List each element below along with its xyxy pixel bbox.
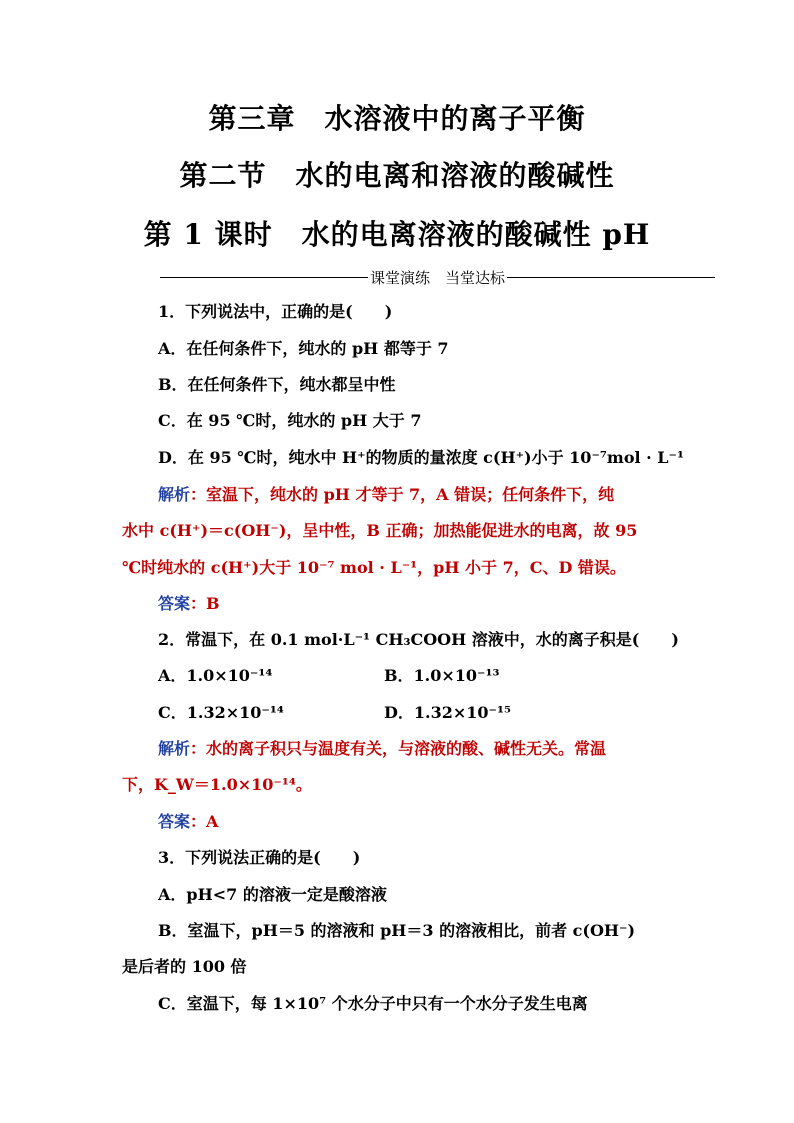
q1-analysis-line-3: ℃时纯水的 c(H⁺)大于 10⁻⁷ mol · L⁻¹，pH 小于 7，C、D 错误。 — [122, 558, 626, 577]
section-divider — [160, 266, 715, 288]
divider-line-right — [507, 277, 715, 278]
q1-analysis-line-1: 解析：室温下，纯水的 pH 才等于 7，A 错误；任何条件下，纯 — [158, 485, 615, 504]
lesson-title: 第 1 课时 水的电离溶液的酸碱性 pH — [143, 218, 651, 251]
divider-text: 课堂演练 当堂达标 — [370, 268, 506, 287]
q1-option-d: D．在 95 ℃时，纯水中 H⁺的物质的量浓度 c(H⁺)小于 10⁻⁷mol · L⁻¹ — [158, 448, 684, 467]
q1-analysis-label: 解析 — [158, 485, 191, 504]
q1-option-a: A．在任何条件下，纯水的 pH 都等于 7 — [158, 339, 449, 358]
q2-analysis-line-1: 解析：水的离子积只与温度有关，与溶液的酸、碱性无关。常温 — [158, 739, 607, 758]
q1-answer: 答案：B — [158, 594, 220, 613]
q3-option-b-line-2: 是后者的 100 倍 — [122, 957, 247, 976]
q3-option-b-line-1: B．室温下，pH＝5 的溶液和 pH＝3 的溶液相比，前者 c(OH⁻) — [158, 921, 636, 940]
chapter-title: 第三章 水溶液中的离子平衡 — [208, 102, 586, 135]
q2-analysis-label: 解析 — [158, 739, 191, 758]
q2-answer: 答案：A — [158, 812, 219, 831]
q2-analysis-line-2: 下，K_W＝1.0×10⁻¹⁴。 — [122, 775, 312, 794]
q3-option-a: A．pH<7 的溶液一定是酸溶液 — [158, 885, 387, 904]
q3-stem: 3．下列说法正确的是( ) — [158, 848, 361, 867]
q2-option-c: C．1.32×10⁻¹⁴ — [158, 703, 284, 722]
q2-option-b: B．1.0×10⁻¹³ — [384, 666, 500, 685]
q1-option-b: B．在任何条件下，纯水都呈中性 — [158, 375, 396, 394]
q2-option-d: D．1.32×10⁻¹⁵ — [384, 703, 511, 722]
q1-answer-label: 答案 — [158, 594, 191, 613]
q2-option-a: A．1.0×10⁻¹⁴ — [158, 666, 273, 685]
divider-line-left — [160, 277, 368, 278]
section-title: 第二节 水的电离和溶液的酸碱性 — [179, 159, 615, 192]
q2-stem: 2．常温下，在 0.1 mol·L⁻¹ CH₃COOH 溶液中，水的离子积是( ) — [158, 630, 679, 649]
q1-option-c: C．在 95 ℃时，纯水的 pH 大于 7 — [158, 411, 422, 430]
q1-analysis-line-2: 水中 c(H⁺)＝c(OH⁻)，呈中性，B 正确；加热能促进水的电离，故 95 — [122, 521, 638, 540]
q3-option-c: C．室温下，每 1×10⁷ 个水分子中只有一个水分子发生电离 — [158, 994, 588, 1013]
q2-answer-label: 答案 — [158, 812, 191, 831]
q1-stem: 1．下列说法中，正确的是( ) — [158, 302, 393, 321]
